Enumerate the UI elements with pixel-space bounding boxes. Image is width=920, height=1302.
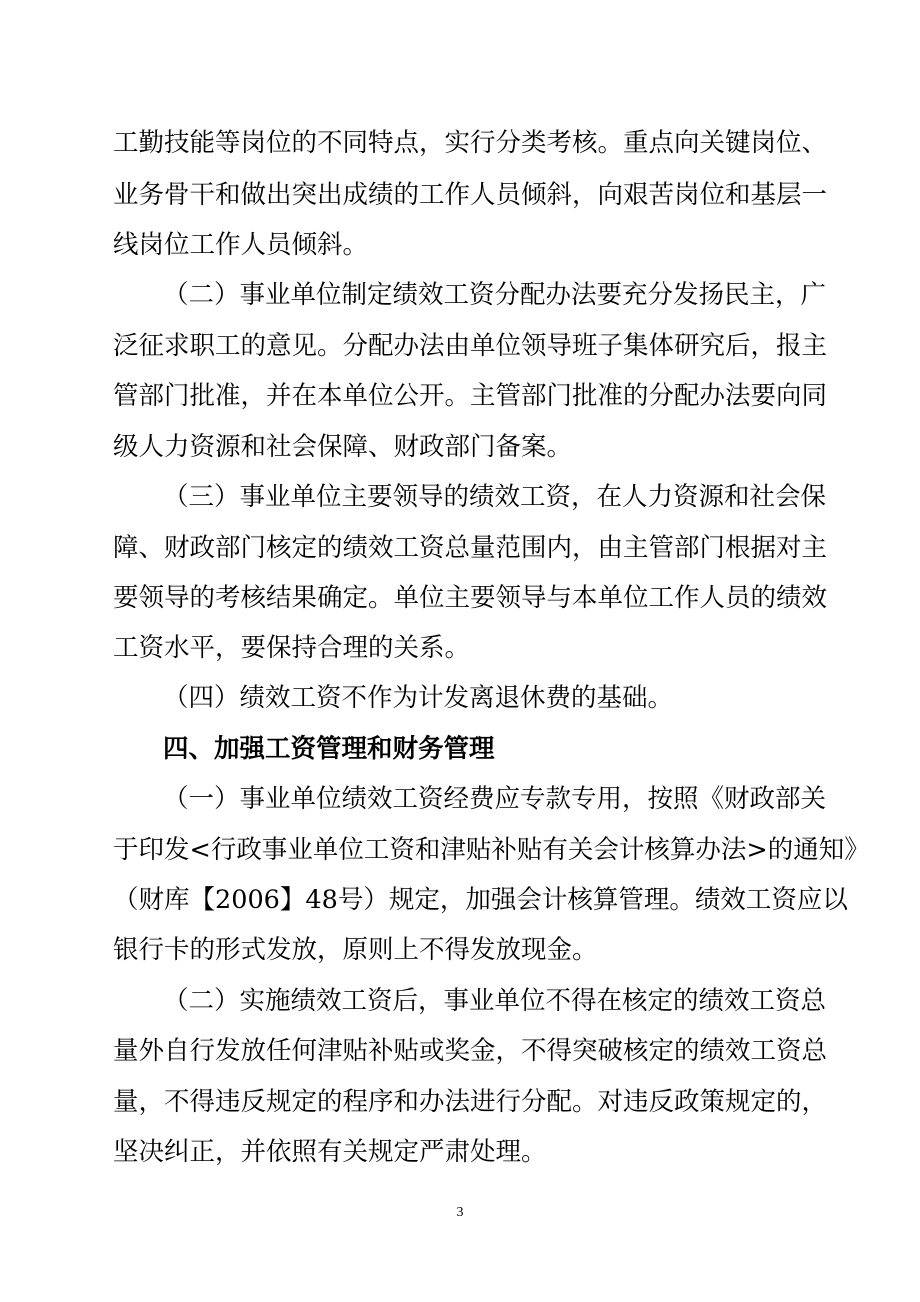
page-number: 3 [456, 1205, 464, 1220]
section-4-paragraph-2-line: （二）实施绩效工资后，事业单位不得在核定的绩效工资总 [163, 986, 827, 1016]
paragraph-3-line: （三）事业单位主要领导的绩效工资，在人力资源和社会保 [163, 482, 827, 512]
body-line: 管部门批准，并在本单位公开。主管部门批准的分配办法要向同 [113, 381, 828, 411]
paragraph-2-line: （二）事业单位制定绩效工资分配办法要充分发扬民主，广 [163, 280, 827, 310]
body-line: 业务骨干和做出突出成绩的工作人员倾斜，向艰苦岗位和基层一 [113, 180, 828, 210]
body-line: 线岗位工作人员倾斜。 [113, 230, 369, 260]
body-line: 工勤技能等岗位的不同特点，实行分类考核。重点向关键岗位、 [113, 128, 828, 158]
body-line: 级人力资源和社会保障、财政部门备案。 [113, 432, 573, 462]
paragraph-4-line: （四）绩效工资不作为计发离退休费的基础。 [163, 683, 674, 713]
body-line: 障、财政部门核定的绩效工资总量范围内，由主管部门根据对主 [113, 533, 828, 563]
section-heading: 四、加强工资管理和财务管理 [163, 734, 495, 764]
body-line: 坚决纠正，并依照有关规定严肃处理。 [113, 1137, 547, 1167]
body-line: 泛征求职工的意见。分配办法由单位领导班子集体研究后，报主 [113, 331, 828, 361]
section-4-paragraph-1-line: （一）事业单位绩效工资经费应专款专用，按照《财政部关 [163, 784, 827, 814]
body-line: 量外自行发放任何津贴补贴或奖金，不得突破核定的绩效工资总 [113, 1036, 828, 1066]
body-line: 于印发<行政事业单位工资和津贴补贴有关会计核算办法>的通知》 [113, 835, 870, 865]
body-line: 量，不得违反规定的程序和办法进行分配。对违反政策规定的， [113, 1087, 828, 1117]
body-line: 要领导的考核结果确定。单位主要领导与本单位工作人员的绩效 [113, 583, 828, 613]
body-line: 银行卡的形式发放，原则上不得发放现金。 [113, 935, 598, 965]
body-line: （财库【2006】48号）规定，加强会计核算管理。绩效工资应以 [113, 885, 848, 915]
body-line: 工资水平，要保持合理的关系。 [113, 633, 471, 663]
